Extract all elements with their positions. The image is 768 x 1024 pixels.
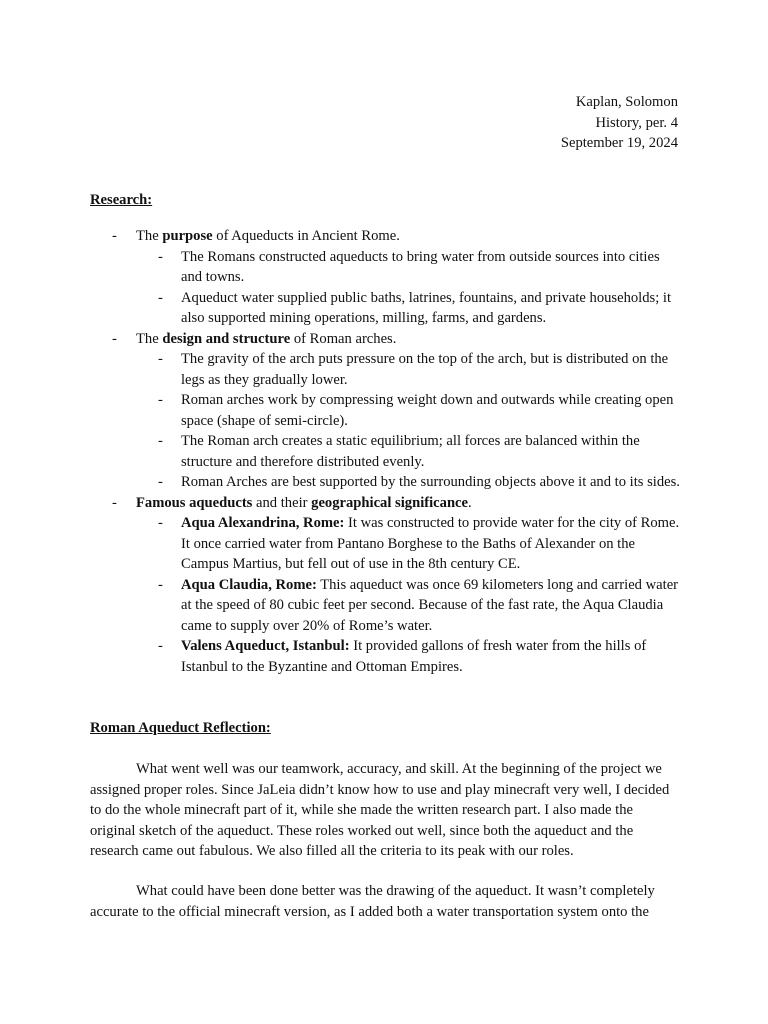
list-item [90,513,680,575]
list-item [90,349,680,390]
point-text: Roman Arches are best supported by the surrounding objects above it and to its sides. [181,474,680,490]
topic-keyword: design and structure [162,330,291,347]
point-text: The gravity of the arch puts pressure on the top of the arch, but is distributed on the legs as they gradually lower. [181,351,669,388]
class-period: History, per. 4 [595,114,678,131]
list-dash: - [158,392,163,408]
reflection-heading: Roman Aqueduct Reflection: [90,720,271,736]
topic-middle: and their [252,494,312,511]
list-dash: - [158,433,163,449]
topic-suffix: of Aqueducts in Ancient Rome. [212,228,400,244]
list-dash: - [158,351,163,367]
list-item [90,636,680,677]
topic-keyword: purpose [162,228,213,244]
document-header [561,92,678,154]
list-dash: - [158,248,163,265]
list-item [90,575,680,637]
point-text: It was constructed to provide water for the city of Rome. It once carried water from Pantano Borghese to the Baths of Alexander on the Campus Martius, but fell out of use in the 8th century CE. [181,515,680,572]
list-dash: - [158,289,163,306]
list-item [90,288,680,329]
topic-keyword: Famous aqueducts [136,494,253,511]
list-dash: - [158,515,163,531]
topic-purpose [90,226,680,247]
point-text: Aqueduct water supplied public baths, latrines, fountains, and private households; it also supported mining operations, milling, farms, and gardens. [181,289,672,326]
point-text: This aqueduct was once 69 kilometers long and carried water at the speed of 80 cubic feet per second. Because of the fast rate, the Aqua Claudia came to supply over 20% of Rome’s water. [181,576,679,634]
reflection-paragraph: What went well was our teamwork, accuracy, and skill. At the beginning of the project we assigned proper roles. Since JaLeia didn’t know how to use and play minecraft very well, I decided to do the whole minecraft part of it, while she made the written research part. I also made the original sketch of the aqueduct. These roles worked out well, since both the aqueduct and the research came out fabulous. We also filled all the criteria to its peak with our roles. [90,761,670,859]
topic-suffix: . [468,494,472,511]
point-text: The Roman arch creates a static equilibrium; all forces are balanced within the structure and therefore distributed evenly. [181,433,640,470]
topic-design [90,329,680,350]
point-text: Roman arches work by compressing weight down and outwards while creating open space (shape of semi-circle). [181,392,674,429]
list-dash: - [112,330,117,347]
topic-prefix: The [136,228,163,244]
reflection-paragraph: What could have been done better was the drawing of the aqueduct. It wasn’t completely accurate to the official minecraft version, as I added both a water transportation system onto the [90,883,655,920]
aqueduct-name: Aqua Claudia, Rome: [181,576,317,593]
topic-keyword-2: geographical significance [311,494,469,511]
list-item [90,431,680,472]
point-text: The Romans constructed aqueducts to bring water from outside sources into cities and towns. [181,248,660,285]
list-item [90,472,680,493]
document-date: September 19, 2024 [560,135,678,151]
topic-famous-aqueducts [90,493,680,514]
point-text: It provided gallons of fresh water from the hills of Istanbul to the Byzantine and Ottoman Empires. [181,638,647,675]
student-name: Kaplan, Solomon [575,94,678,110]
list-item [90,247,680,288]
research-outline [90,226,680,677]
topic-suffix: of Roman arches. [290,330,397,347]
topic-prefix: The [136,330,163,347]
list-dash: - [158,576,163,593]
list-dash: - [112,494,117,511]
list-dash: - [158,638,163,654]
aqueduct-name: Valens Aqueduct, Istanbul: [181,638,350,654]
list-dash: - [112,228,117,244]
research-heading: Research: [90,192,153,208]
list-item [90,390,680,431]
list-dash: - [158,474,163,490]
aqueduct-name: Aqua Alexandrina, Rome: [181,515,345,531]
